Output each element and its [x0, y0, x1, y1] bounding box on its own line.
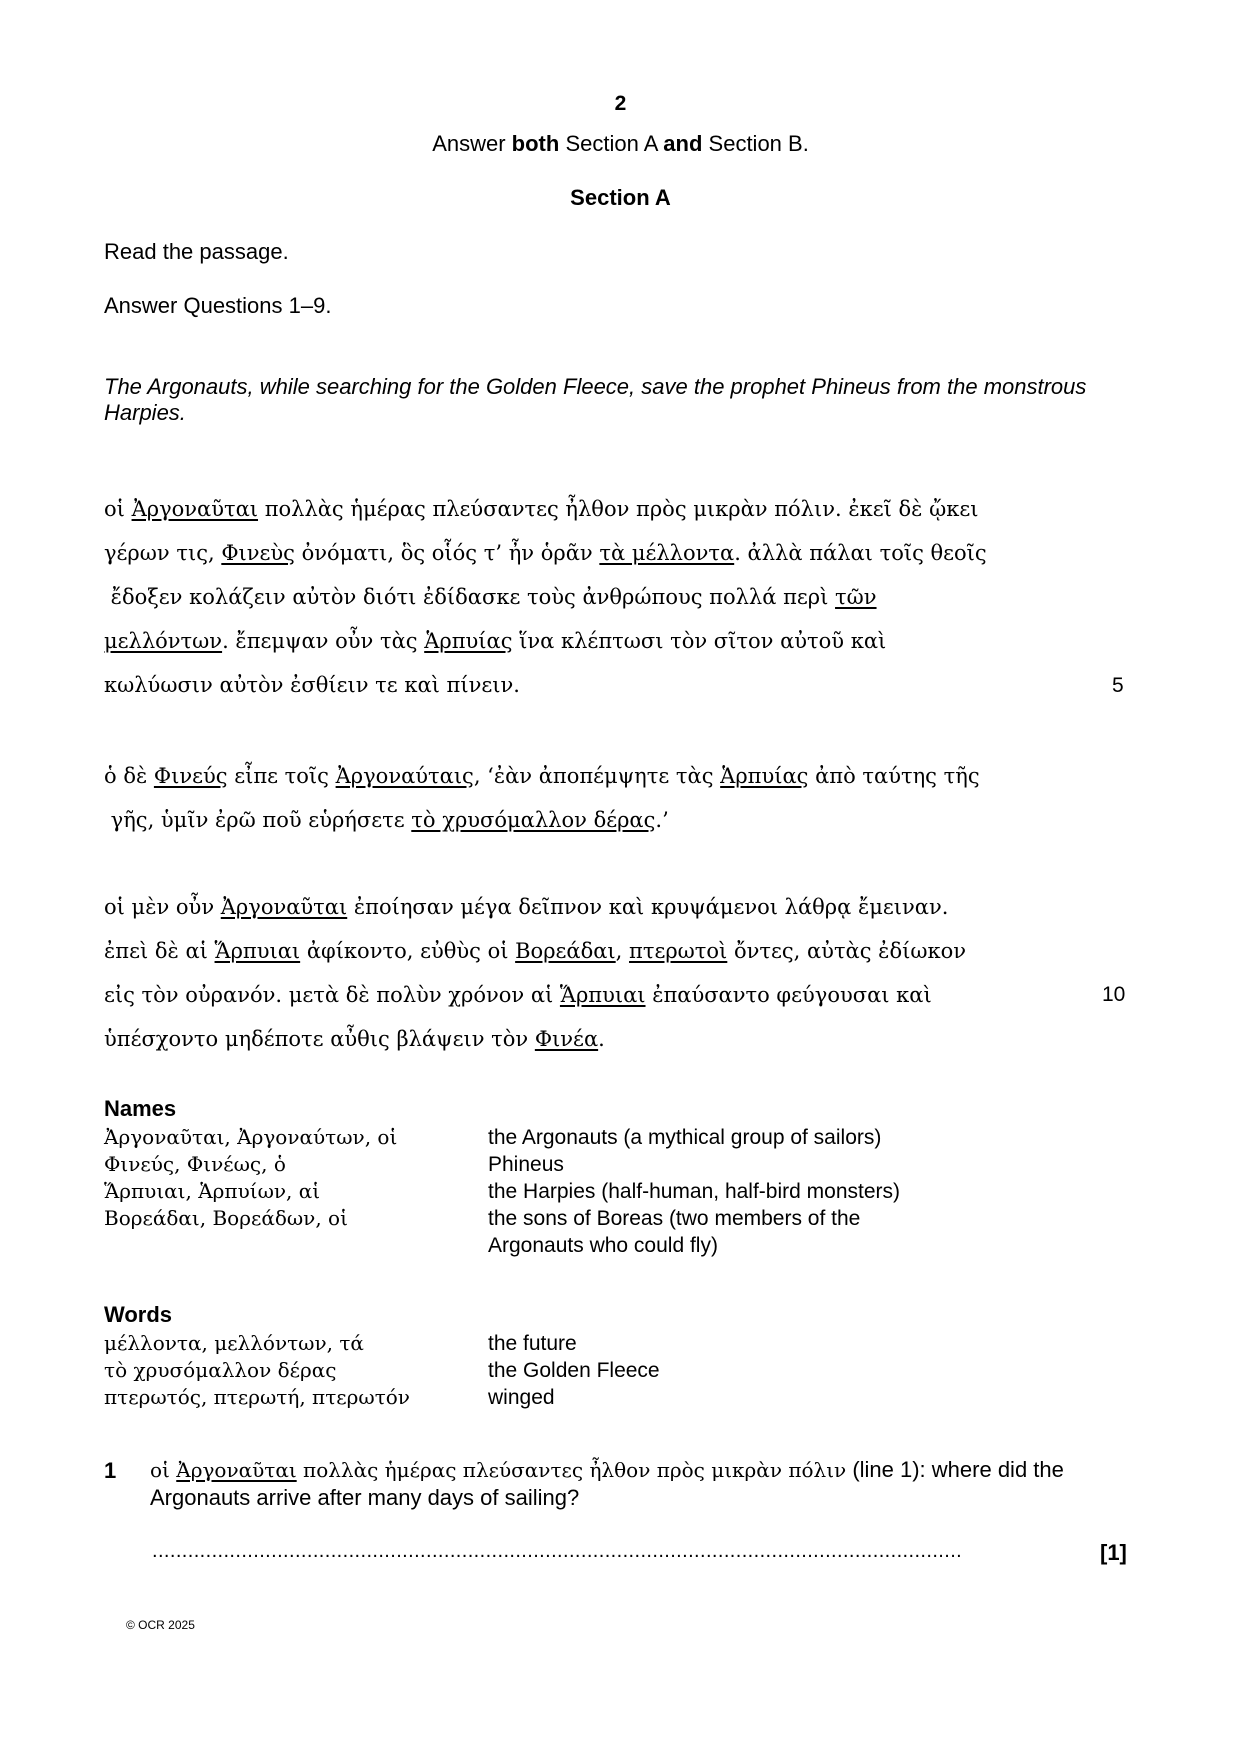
names-row: [0, 1178, 1241, 1205]
passage-line-3: ἔδοξεν κολάζειν αὐτὸν διότι ἐδίδασκε τοὺς ἀνθρώπους πολλά περὶ τῶν: [104, 585, 877, 609]
passage-line-10: εἰς τὸν οὐρανόν. μετὰ δὲ πολὺν χρόνον αἱ Ἅρπυιαι ἐπαύσαντο φεύγουσαι καὶ: [104, 983, 932, 1007]
words-greek: τὸ χρυσόμαλλον δέρας: [104, 1358, 337, 1382]
line-number-10: 10: [1102, 983, 1126, 1006]
names-row: [0, 1205, 1241, 1232]
passage-line-6: ὁ δὲ Φινεύς εἶπε τοῖς Ἀργοναύταις, ‘ἐὰν ἀποπέμψητε τὰς Ἁρπυίας ἀπὸ ταύτης τῆς: [104, 764, 980, 788]
answer-prompt: Answer Questions 1–9.: [104, 293, 332, 318]
words-row: [0, 1330, 1241, 1357]
instructions-mid: Section A: [559, 131, 664, 156]
question-1-text: οἱ Ἀργοναῦται πολλὰς ἡμέρας πλεύσαντες ἦλθον πρὸς μικρὰν πόλιν (line 1): where did the: [150, 1457, 1064, 1482]
instructions: [0, 131, 1241, 157]
words-row: [0, 1357, 1241, 1384]
instructions-pre: Answer: [432, 131, 512, 156]
names-english: the sons of Boreas (two members of the: [488, 1207, 861, 1230]
names-english: Phineus: [488, 1153, 564, 1176]
passage-intro: The Argonauts, while searching for the Golden Fleece, save the prophet Phineus from the monstrous Harpies.: [104, 374, 1087, 425]
words-greek: μέλλοντα, μελλόντων, τά: [104, 1331, 364, 1355]
names-greek: Φινεύς, Φινέως, ὁ: [104, 1152, 286, 1176]
names-english-continued: Argonauts who could fly): [488, 1234, 718, 1257]
names-row-continued: [0, 1232, 1241, 1259]
line-number-5: 5: [1112, 674, 1124, 697]
footer-copyright: © OCR 2025: [126, 1618, 195, 1632]
instructions-post: Section B.: [702, 131, 809, 156]
question-1-text-line-2: Argonauts arrive after many days of sailing?: [150, 1485, 580, 1510]
page-number: 2: [614, 92, 627, 115]
passage-line-4: μελλόντων. ἔπεμψαν οὖν τὰς Ἁρπυίας ἵνα κλέπτωσι τὸν σῖτον αὐτοῦ καὶ: [104, 629, 887, 653]
names-greek: Ἅρπυιαι, Ἁρπυίων, αἱ: [104, 1179, 321, 1203]
names-heading: Names: [104, 1096, 177, 1121]
passage-line-7: γῆς, ὑμῖν ἐρῶ ποῦ εὑρήσετε τὸ χρυσόμαλλον δέρας.’: [104, 808, 669, 832]
instructions-and: and: [663, 131, 703, 156]
words-english: the future: [488, 1332, 577, 1355]
names-row: [0, 1151, 1241, 1178]
passage-line-8: οἱ μὲν οὖν Ἀργοναῦται ἐποίησαν μέγα δεῖπνον καὶ κρυψάμενοι λάθρᾳ ἔμειναν.: [104, 895, 949, 919]
question-number: 1: [104, 1458, 117, 1483]
passage-line-5: κωλύωσιν αὐτὸν ἐσθίειν τε καὶ πίνειν.: [104, 673, 520, 697]
words-row: [0, 1384, 1241, 1411]
names-english: the Argonauts (a mythical group of sailors): [488, 1126, 882, 1149]
answer-line[interactable]: ........................................................................................................................................: [152, 1540, 963, 1562]
words-english: winged: [488, 1386, 555, 1409]
names-greek: Ἀργοναῦται, Ἀργοναύτων, οἱ: [104, 1125, 398, 1149]
words-heading: Words: [104, 1302, 173, 1327]
section-title: Section A: [570, 185, 671, 210]
instructions-both: both: [511, 131, 560, 156]
names-greek: Βορεάδαι, Βορεάδων, οἱ: [104, 1206, 348, 1230]
words-english: the Golden Fleece: [488, 1359, 660, 1382]
passage-line-9: ἐπεὶ δὲ αἱ Ἅρπυιαι ἀφίκοντο, εὐθὺς οἱ Βορεάδαι, πτερωτοὶ ὄντες, αὐτὰς ἐδίωκον: [104, 939, 966, 963]
passage-line-1: οἱ Ἀργοναῦται πολλὰς ἡμέρας πλεύσαντες ἦλθον πρὸς μικρὰν πόλιν. ἐκεῖ δὲ ᾤκει: [104, 497, 979, 521]
passage-line-2: γέρων τις, Φινεὺς ὀνόματι, ὃς οἷός τ’ ἦν ὁρᾶν τὰ μέλλοντα. ἀλλὰ πάλαι τοῖς θεοῖς: [104, 541, 987, 565]
names-row: [0, 1124, 1241, 1151]
read-prompt: Read the passage.: [104, 239, 289, 264]
marks: [1]: [1100, 1540, 1127, 1565]
passage-line-11: ὑπέσχοντο μηδέποτε αὖθις βλάψειν τὸν Φινέα.: [104, 1027, 605, 1051]
words-greek: πτερωτός, πτερωτή, πτερωτόν: [104, 1385, 410, 1409]
names-english: the Harpies (half-human, half-bird monsters): [488, 1180, 901, 1203]
